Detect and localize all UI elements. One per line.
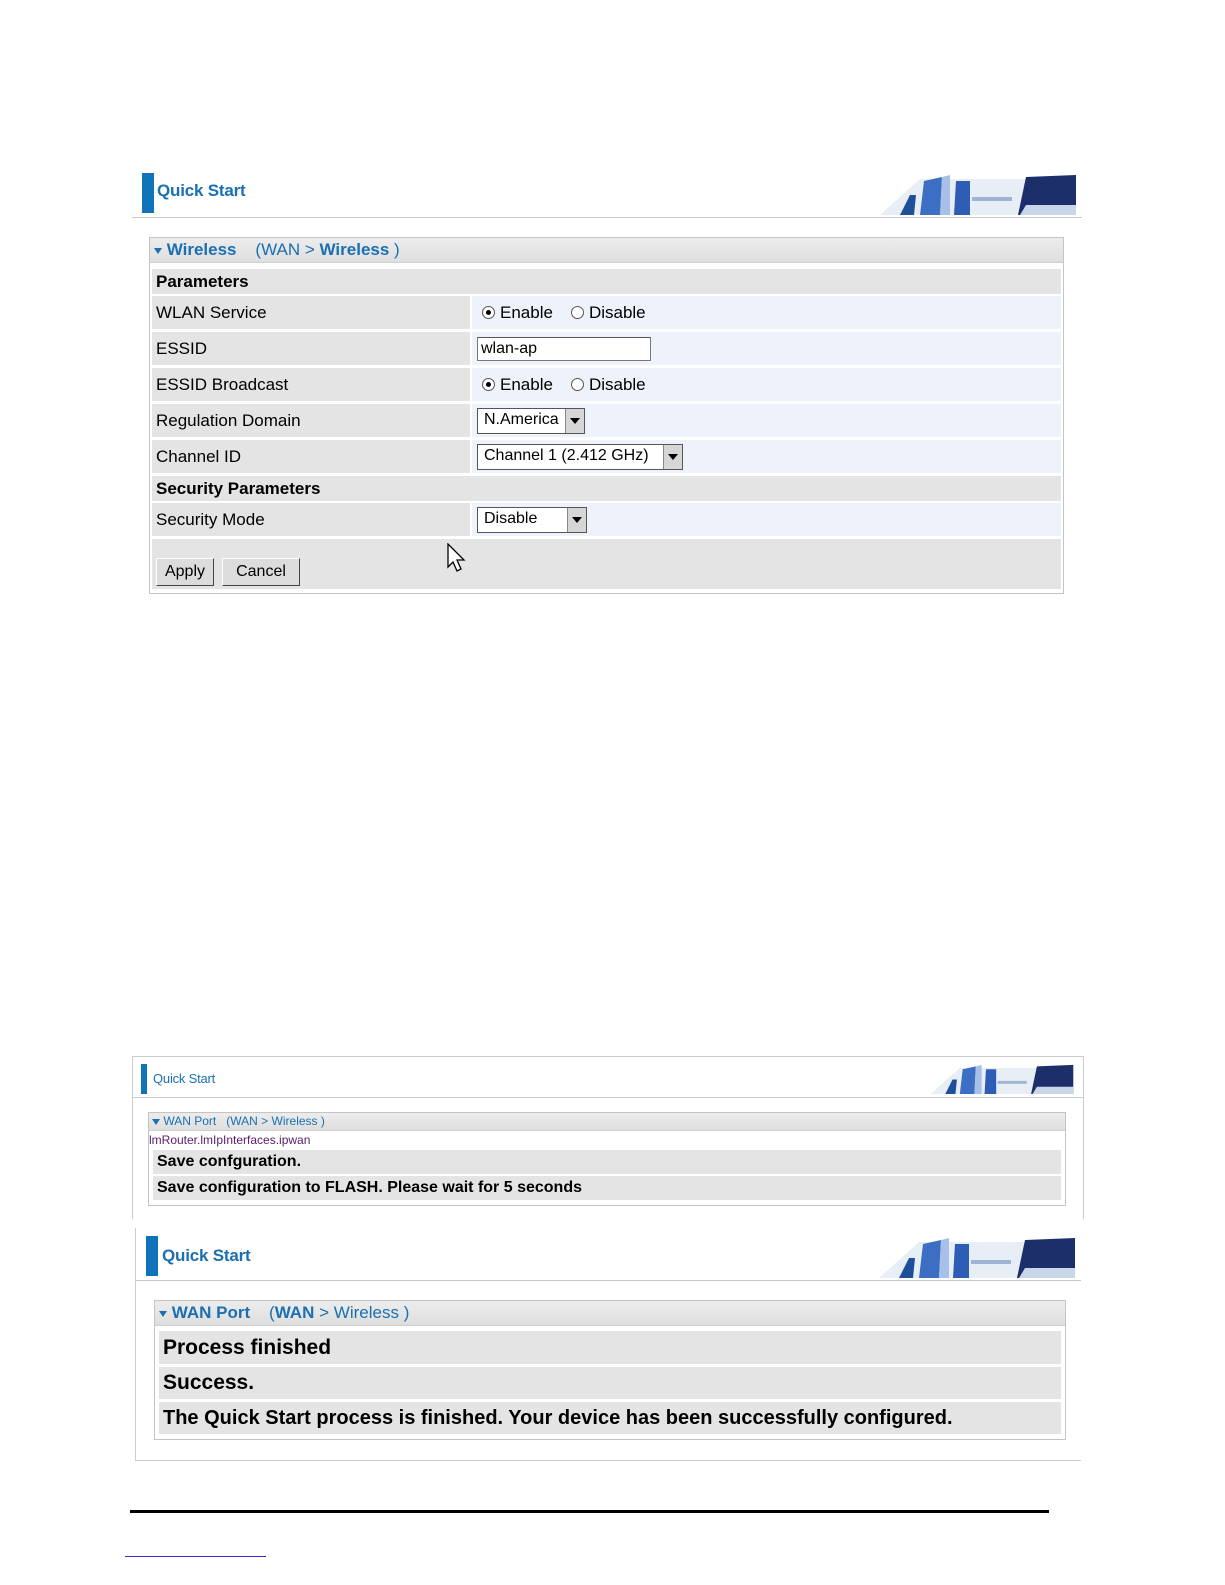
- channel-id-select[interactable]: [477, 444, 683, 470]
- breadcrumb-separator: >: [319, 1303, 330, 1322]
- process-finished-title: Process finished: [159, 1331, 1061, 1364]
- panel-breadcrumb: [155, 1301, 1065, 1326]
- breadcrumb-wan[interactable]: WAN: [274, 1303, 315, 1322]
- option-label: Disable: [588, 302, 646, 322]
- cancel-button[interactable]: Cancel: [222, 558, 300, 586]
- header-accent-bar: [146, 1236, 158, 1276]
- regulation-domain-value: [472, 404, 1061, 437]
- wlan-service-value: [472, 296, 1061, 329]
- radio-icon[interactable]: [482, 378, 495, 391]
- essid-broadcast-enable-option[interactable]: [482, 375, 553, 395]
- wan-port-panel: [154, 1300, 1066, 1440]
- breadcrumb-open: (: [226, 1114, 231, 1128]
- wlan-service-disable-option[interactable]: [571, 303, 646, 323]
- footer-divider: [130, 1510, 1049, 1513]
- completion-message: The Quick Start process is finished. Your device has been successfully configured.: [159, 1402, 1061, 1434]
- select-value: N.America: [484, 410, 559, 428]
- wireless-panel: [149, 237, 1064, 594]
- page-title: Quick Start: [153, 1071, 216, 1086]
- essid-broadcast-disable-option[interactable]: [571, 375, 646, 395]
- breadcrumb-wan[interactable]: WAN: [261, 240, 301, 259]
- breadcrumb-close: ): [403, 1303, 410, 1322]
- regulation-domain-select[interactable]: [477, 408, 585, 434]
- wlan-service-label: WLAN Service: [152, 296, 470, 329]
- breadcrumb-wireless[interactable]: Wireless: [271, 1114, 318, 1128]
- triangle-down-icon: [154, 248, 162, 254]
- save-configuration-message: Save configuration to FLASH. Please wait for 5 seconds: [153, 1176, 1061, 1200]
- essid-broadcast-radio-group: [482, 375, 664, 395]
- breadcrumb-separator: >: [304, 240, 315, 259]
- page-title: Quick Start: [162, 1246, 251, 1265]
- breadcrumb-open: (: [269, 1303, 275, 1322]
- footer-link-underline: [125, 1556, 266, 1557]
- wan-port-panel: [148, 1112, 1066, 1206]
- essid-broadcast-row: [152, 368, 1061, 401]
- channel-id-row: [152, 440, 1061, 473]
- process-finished-screen: [135, 1228, 1081, 1461]
- office-banner-image: [879, 1234, 1075, 1278]
- quick-start-header: [133, 1057, 1083, 1098]
- wlan-service-radio-group: [482, 303, 664, 323]
- channel-id-value: [472, 440, 1061, 473]
- essid-row: [152, 332, 1061, 365]
- success-message: Success.: [159, 1367, 1061, 1399]
- regulation-domain-row: [152, 404, 1061, 437]
- mouse-pointer-icon: [447, 543, 467, 573]
- quick-start-wireless-screen: [132, 165, 1082, 615]
- action-bar: [152, 539, 1061, 589]
- essid-broadcast-value: [472, 368, 1061, 401]
- option-label: Enable: [500, 302, 553, 322]
- breadcrumb-close: ): [394, 240, 400, 259]
- security-mode-value: [472, 503, 1061, 536]
- breadcrumb-section: WAN Port: [171, 1303, 251, 1322]
- option-label: Disable: [588, 374, 646, 394]
- object-path: lmRouter.lmIpInterfaces.ipwan: [149, 1133, 311, 1147]
- office-banner-image: [880, 171, 1076, 215]
- select-value: Channel 1 (2.412 GHz): [484, 446, 649, 464]
- dropdown-arrow-icon[interactable]: [567, 508, 586, 532]
- header-accent-bar: [141, 1064, 147, 1094]
- security-parameters-heading: Security Parameters: [152, 476, 1061, 501]
- radio-icon[interactable]: [571, 378, 584, 391]
- breadcrumb-separator: >: [261, 1114, 269, 1128]
- triangle-down-icon: [152, 1119, 160, 1125]
- option-label: Enable: [500, 374, 553, 394]
- office-banner-image: [927, 1062, 1077, 1094]
- essid-label: ESSID: [152, 332, 470, 365]
- essid-broadcast-label: ESSID Broadcast: [152, 368, 470, 401]
- select-value: Disable: [484, 509, 538, 527]
- quick-start-header: [136, 1228, 1081, 1281]
- regulation-domain-label: Regulation Domain: [152, 404, 470, 437]
- apply-button[interactable]: Apply: [156, 558, 214, 586]
- essid-input[interactable]: [477, 337, 651, 361]
- radio-icon[interactable]: [482, 306, 495, 319]
- breadcrumb-wireless[interactable]: Wireless: [333, 1303, 399, 1322]
- wlan-service-enable-option[interactable]: [482, 303, 553, 323]
- breadcrumb-wan[interactable]: WAN: [230, 1114, 258, 1128]
- dropdown-arrow-icon[interactable]: [565, 409, 584, 433]
- radio-icon[interactable]: [571, 306, 584, 319]
- security-mode-label: Security Mode: [152, 503, 470, 536]
- triangle-down-icon: [159, 1311, 167, 1317]
- panel-breadcrumb: [149, 1113, 1065, 1131]
- security-mode-row: [152, 503, 1061, 536]
- wlan-service-row: [152, 296, 1061, 329]
- channel-id-label: Channel ID: [152, 440, 470, 473]
- save-configuration-title: Save confguration.: [153, 1150, 1061, 1174]
- breadcrumb-wireless: Wireless: [319, 240, 390, 259]
- breadcrumb-section: Wireless: [166, 240, 237, 259]
- parameters-heading: Parameters: [152, 269, 1061, 294]
- page-title: Quick Start: [157, 181, 246, 200]
- breadcrumb-section: WAN Port: [163, 1114, 217, 1128]
- breadcrumb-open: (: [255, 240, 262, 259]
- dropdown-arrow-icon[interactable]: [663, 445, 682, 469]
- save-configuration-screen: [132, 1056, 1084, 1219]
- panel-breadcrumb: [150, 238, 1063, 263]
- breadcrumb-close: ): [320, 1114, 325, 1128]
- security-mode-select[interactable]: [477, 507, 587, 533]
- quick-start-header: [132, 165, 1082, 218]
- header-accent-bar: [142, 173, 154, 213]
- essid-value: [472, 332, 1061, 365]
